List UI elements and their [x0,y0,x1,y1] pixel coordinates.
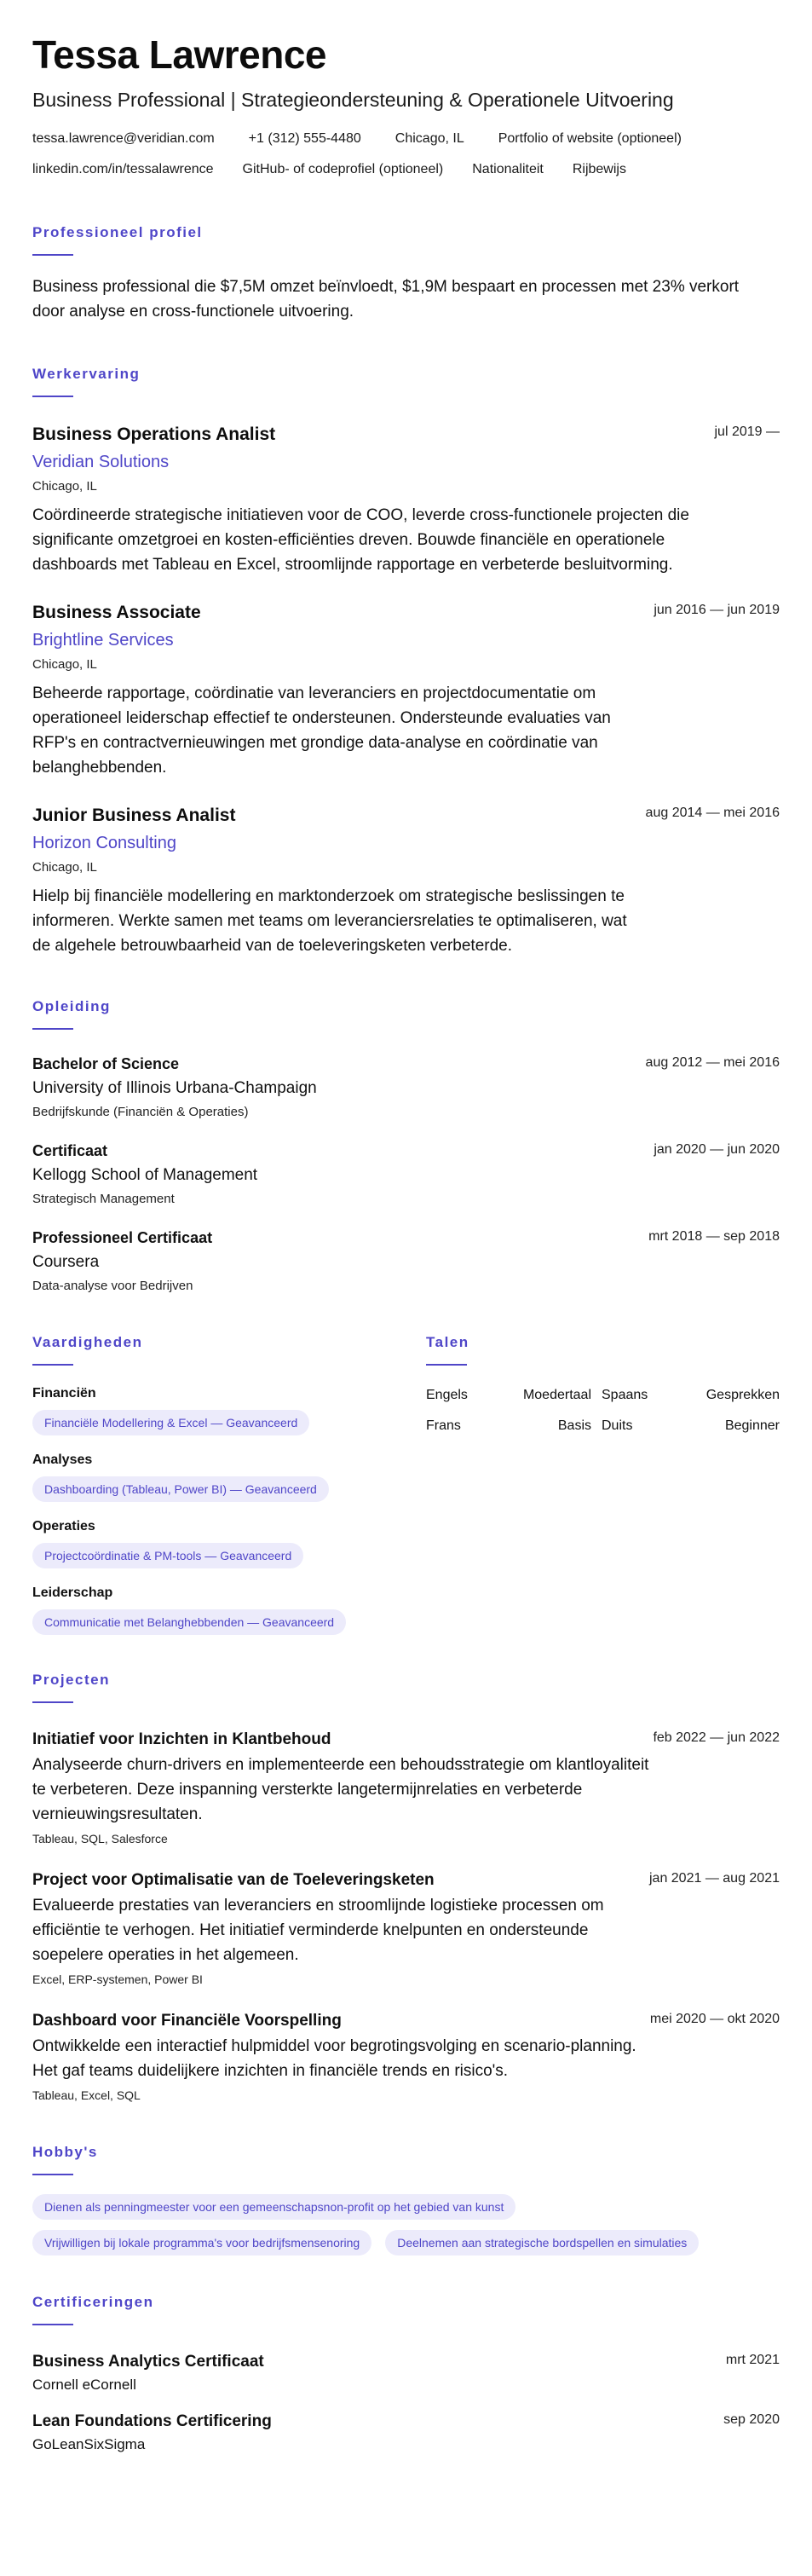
education-degree: Certificaat [32,1142,108,1159]
education-school: Kellogg School of Management [32,1166,258,1184]
job-title: Junior Business Analist [32,806,236,825]
language-name: Spaans [602,1388,648,1402]
experience-section [32,365,780,958]
job-location: Chicago, IL [32,479,97,494]
certification-name: Business Analytics Certificaat [32,2353,264,2371]
hobby-pill: Deelnemen aan strategische bordspellen en simulaties [385,2230,699,2255]
projects-section-title: Projecten [32,1672,110,1688]
section-divider [32,254,73,256]
job-location: Chicago, IL [32,657,97,672]
hobbies-section [32,2143,780,2255]
hobby-pill: Vrijwilligen bij lokale programma's voor bedrijfsmensenoring [32,2230,371,2255]
education-entry [32,1227,780,1296]
education-entry [32,1054,780,1122]
contact-location: Chicago, IL [394,131,464,146]
skill-pill: Dashboarding (Tableau, Power BI) — Geavanceerd [32,1476,329,1502]
project-entry [32,1729,780,1847]
education-dates: aug 2012 — mei 2016 [645,1055,780,1070]
skill-pill: Communicatie met Belanghebbenden — Geavanceerd [32,1609,346,1635]
project-tools: Excel, ERP-systemen, Power BI [32,1972,203,1986]
project-tools: Tableau, Excel, SQL [32,2088,141,2102]
profile-section [32,223,780,324]
contact-linkedin[interactable]: linkedin.com/in/tessalawrence [32,162,214,176]
contact-drivers-license: Rijbewijs [572,162,626,176]
project-entry [32,2010,780,2104]
language-level: Beginner [724,1418,780,1433]
language-name: Duits [602,1418,633,1433]
languages-section [426,1333,780,1635]
contact-row-2 [32,160,780,179]
education-field: Data-analyse voor Bedrijven [32,1279,193,1293]
skill-category: Leiderschap [32,1585,113,1600]
project-dates: mei 2020 — okt 2020 [649,2012,780,2026]
education-section [32,997,780,1296]
certification-entry [32,2351,780,2395]
language-name: Frans [426,1418,461,1433]
job-dates: aug 2014 — mei 2016 [645,806,780,820]
resume-header [32,31,780,179]
project-title: Dashboard voor Financiële Voorspelling [32,2012,342,2030]
job-company: Brightline Services [32,631,174,650]
job-company: Horizon Consulting [32,834,176,852]
project-description: Ontwikkelde een interactief hulpmiddel voor begrotingsvolging en scenario-planning. Het gaf teams duidelijkere inzichten in financiële trends en risico's. [32,2037,636,2080]
skills-section [32,1333,426,1635]
contact-phone[interactable]: +1 (312) 555-4480 [248,131,361,146]
contact-github[interactable]: GitHub- of codeprofiel (optioneel) [242,162,444,176]
section-divider [32,2324,73,2325]
job-entry [32,804,780,958]
section-divider [32,2174,73,2175]
project-title: Project voor Optimalisatie van de Toeleveringsketen [32,1871,435,1889]
skill-group [32,1517,426,1568]
language-name: Engels [426,1388,468,1402]
education-degree: Bachelor of Science [32,1055,180,1072]
certification-date: mrt 2021 [725,2353,780,2367]
skill-pill: Projectcoördinatie & PM-tools — Geavanceerd [32,1543,303,1568]
contact-email[interactable]: tessa.lawrence@veridian.com [32,131,215,146]
language-level: Moedertaal [522,1388,591,1402]
job-location: Chicago, IL [32,860,97,875]
job-description: Coördineerde strategische initiatieven voor de COO, leverde cross-functionele projecten die significante omzetgroei en kosten-efficiënties dreven. Bouwde financiële en operationele dashboards met Tableau en Excel, stroomlijnde rapportage en verbeterde besluitvorming. [32,506,689,574]
job-company: Veridian Solutions [32,453,170,471]
section-divider [32,1364,73,1366]
certification-date: sep 2020 [723,2412,780,2427]
certifications-section [32,2293,780,2455]
candidate-headline: Business Professional | Strategieondersteuning & Operationele Uitvoering [32,89,674,111]
education-degree: Professioneel Certificaat [32,1229,213,1246]
language-level: Gesprekken [705,1388,780,1402]
education-field: Strategisch Management [32,1192,175,1206]
skill-category: Analyses [32,1453,93,1467]
section-divider [32,1028,73,1030]
project-entry [32,1869,780,1988]
certifications-section-title: Certificeringen [32,2294,154,2310]
education-section-title: Opleiding [32,998,111,1014]
project-dates: feb 2022 — jun 2022 [653,1730,780,1745]
project-description: Analyseerde churn-drivers en implementeerde een behoudsstrategie om klantloyaliteit te verbeteren. Deze inspanning versterkte langetermijnrelaties en verbeterde vernieuwingsresultaten. [32,1756,649,1823]
project-title: Initiatief voor Inzichten in Klantbehoud [32,1730,331,1748]
contact-portfolio[interactable]: Portfolio of website (optioneel) [498,131,682,146]
skill-group [32,1584,426,1635]
contact-nationality: Nationaliteit [472,162,544,176]
job-description: Hielp bij financiële modellering en marktonderzoek om strategische beslissingen te informeren. Werkte samen met teams om leveranciersrelaties te optimaliseren, wat de algehele betrouwbaarheid van de toeleveringsketen verbeterde. [32,887,627,955]
project-dates: jan 2021 — aug 2021 [648,1871,780,1886]
hobbies-section-title: Hobby's [32,2144,98,2160]
hobby-pill: Dienen als penningmeester voor een gemeenschapsnon-profit op het gebied van kunst [32,2194,515,2220]
education-school: Coursera [32,1253,100,1271]
skill-group [32,1384,426,1435]
certification-entry [32,2411,780,2455]
job-description: Beheerde rapportage, coördinatie van leveranciers en projectdocumentatie om operationeel leiderschap effectief te ondersteunen. Ondersteunde evaluaties van RFP's en contractvernieuwingen met grondige data-analyse en coördinatie van belanghebbenden. [32,684,611,777]
education-field: Bedrijfskunde (Financiën & Operaties) [32,1105,249,1119]
languages-grid [426,1386,780,1435]
languages-section-title: Talen [426,1334,469,1350]
job-title: Business Associate [32,603,201,622]
job-dates: jul 2019 — [714,425,780,439]
section-divider [426,1364,467,1366]
section-divider [32,396,73,397]
skills-languages-row [32,1333,780,1635]
certification-name: Lean Foundations Certificering [32,2412,272,2430]
projects-section [32,1671,780,2104]
language-level: Basis [557,1418,591,1433]
hobbies-row-2 [32,2230,780,2255]
candidate-name: Tessa Lawrence [32,32,327,77]
section-divider [32,1701,73,1703]
skill-category: Financiën [32,1386,96,1401]
education-dates: mrt 2018 — sep 2018 [648,1229,780,1244]
profile-section-title: Professioneel profiel [32,224,203,240]
education-dates: jan 2020 — jun 2020 [654,1142,780,1157]
skills-section-title: Vaardigheden [32,1334,143,1350]
job-entry [32,601,780,780]
project-description: Evalueerde prestaties van leveranciers en stroomlijnde logistieke processen om efficiëntie te verhogen. Het initiatief verminderde knelpunten en ondersteunde soepelere operaties in het algemeen. [32,1897,604,1964]
profile-summary: Business professional die $7,5M omzet beïnvloedt, $1,9M bespaart en processen met 23% verkort door analyse en cross-functionele uitvoering. [32,278,740,321]
job-dates: jun 2016 — jun 2019 [654,603,780,617]
skill-category: Operaties [32,1519,95,1533]
skill-group [32,1451,426,1502]
skill-pill: Financiële Modellering & Excel — Geavanceerd [32,1410,309,1435]
education-entry [32,1141,780,1209]
certification-issuer: GoLeanSixSigma [32,2436,146,2452]
project-tools: Tableau, SQL, Salesforce [32,1832,168,1845]
contact-row-1 [32,130,780,148]
hobbies-row-1 [32,2194,780,2220]
certification-issuer: Cornell eCornell [32,2377,136,2393]
job-entry [32,423,780,577]
job-title: Business Operations Analist [32,425,276,444]
experience-section-title: Werkervaring [32,366,141,382]
education-school: University of Illinois Urbana-Champaign [32,1079,317,1097]
